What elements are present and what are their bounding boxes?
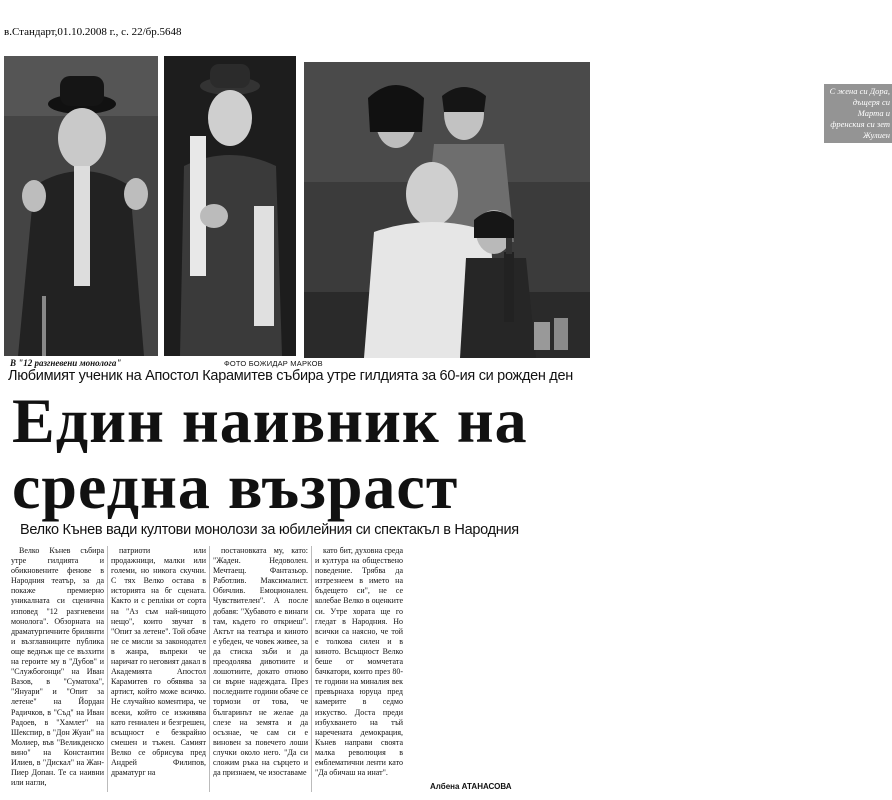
body-column-3: [210, 546, 312, 792]
headline: Един наивник на средна възраст: [12, 385, 528, 522]
photo-credit: ФОТО БОЖИДАР МАРКОВ: [224, 359, 323, 368]
photo-family: [304, 62, 890, 358]
paragraph: като бит, духовна среда и култура на обществено поведение. Трябва да изтрезнеем в името на бъдещето си", не се колебае Велко в оценките си. Утре хората ще го гледат в Народния. Но всички са наясно, че той е толкова силен и в киното. Всъщност Велко беше от момчетата бачкатори, които през 80-те години на миналия век превърнаха юруца пред камерите в седмо изкуство. Доста преди избухването на тъй наречената демокрация, Кънев направи своята малка революция в емблематични ленти като "Да обичаш на инат".: [315, 546, 403, 778]
photo-actor-performing: [164, 56, 296, 356]
paragraph: Велко Кънев събира утре гилдията и обикновените фенове в Народния театър, за да покаже премиерно уникалната си сценична изповед "12 разгневени монолога". Обзорната на драматургичните брилянти и възглавниците публика още веднъж ще се възхити на героите му в "Дубов" и "Службогонци" на Иван Вазов, в "Суматоха", "Януари" и "Опит за летене" на Йордан Радичков, в "Съд" на Иван Радоев, в "Хамлет" на Шекспир, в "Дон Жуан" на Молиер, във "Великденско вино" на Константин Илиев, в "Дискал" на Жан-Пиер Допан. Те са наивни или нагли,: [11, 546, 104, 788]
kicker: Любимият ученик на Апостол Карамитев събира утре гилдията за 60-ия си рожден ден: [8, 368, 573, 384]
photo-actor-hat: [4, 56, 158, 356]
paragraph: патриоти или продажници, малки или големи, но никога скучни. С тях Велко остава в историята на бг сцената. Както и с репліки от сорта на "Аз съм най-нищото нещо", които звучат в "Опит за летене". Той обаче не се мисли за законодател в жанра, въпреки че наричат го неговият дакал в Академията Апостол Карамитев го обявява за артист, който може всичко. Не случайно коментира, че всеки, който се изживява като гениален и безгрешен, всъщност е безкрайно смешен и тъжен. Самият Велко се обрисува пред Андрей Филипов, драматург на: [111, 546, 206, 778]
photo-caption-right: С жена си Дора, дъщеря си Марта и френския си зет Жулиен: [824, 84, 892, 143]
body-column-1: [8, 546, 108, 792]
photo-caption-left: В "12 разгневени монолога": [10, 358, 122, 368]
paragraph: постановката му, като: "Жаден. Недоволен. Мечтаещ. Фантазьор. Работлив. Максималист. Обичлив. Емоционален. Чувствителен". А после добавя: "Хубавото е винаги там, където го откриеш". Актът на театъра и киното е убеден, че човек живее, за да стиска зъби и да преодолява дивотиите и лошотиите, докато отново си върне надеждата. През последните години обаче се тормози от това, че българинът не желае да слезе на земята и да осъзнае, че сам си е виновен за повечето лоши случки около него. "Да си сложим ръка на сърцето и да признаем, че изоставаме: [213, 546, 308, 778]
body-column-4: [312, 546, 406, 792]
article-body: [8, 546, 594, 792]
author-byline: Албена АТАНАСОВА: [430, 782, 512, 791]
subhead: Велко Кънев вади култови монолози за юбилейния си спектакъл в Народния: [20, 522, 519, 538]
article: [4, 52, 890, 796]
source-line: в.Стандарт,01.10.2008 г., с. 22/бр.5648: [4, 26, 182, 38]
body-column-2: [108, 546, 210, 792]
